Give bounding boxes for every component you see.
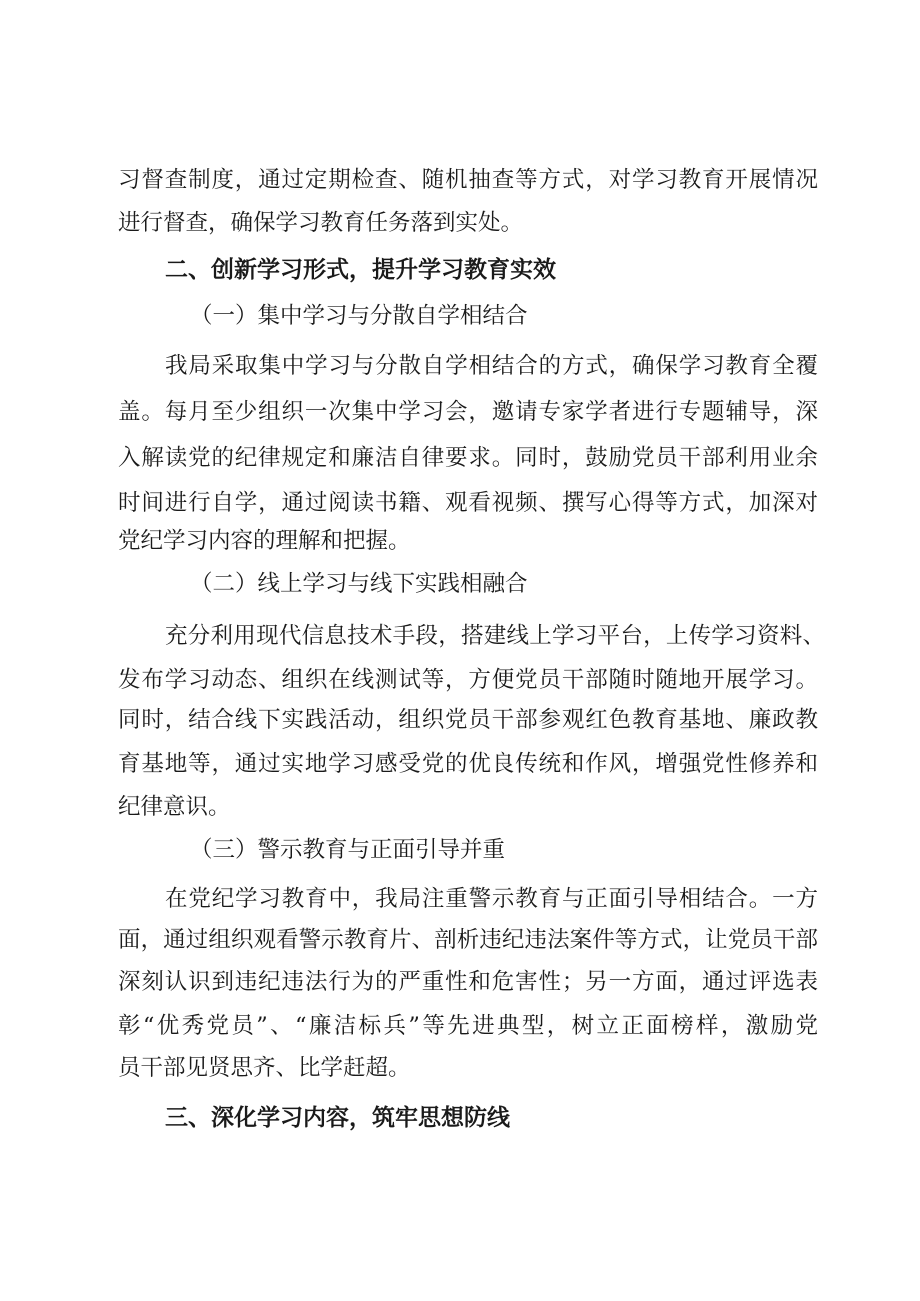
paragraph-line: 在党纪学习教育中，我局注重警示教育与正面引导相结合。一方 [165, 886, 818, 912]
paragraph-line: 党纪学习内容的理解和把握。 [118, 528, 411, 554]
paragraph-line: 彰“优秀党员”、“廉洁标兵”等先进典型，树立正面榜样，激励党 [118, 1013, 818, 1039]
paragraph-line: 时间进行自学，通过阅读书籍、观看视频、撰写心得等方式，加深对 [118, 490, 818, 516]
paragraph-line: 充分利用现代信息技术手段，搭建线上学习平台，上传学习资料、 [165, 623, 825, 649]
paragraph-line: 习督查制度，通过定期检查、随机抽查等方式，对学习教育开展情况 [118, 167, 818, 193]
paragraph-line: 我局采取集中学习与分散自学相结合的方式，确保学习教育全覆 [165, 353, 818, 379]
paragraph-line: 深刻认识到违纪违法行为的严重性和危害性；另一方面，通过评选表 [118, 969, 818, 995]
subsection-heading-2: （二）线上学习与线下实践相融合 [190, 571, 528, 597]
paragraph-line: 员干部见贤思齐、比学赶超。 [118, 1055, 411, 1081]
subsection-heading-1: （一）集中学习与分散自学相结合 [190, 303, 528, 329]
paragraph-line: 入解读党的纪律规定和廉洁自律要求。同时，鼓励党员干部利用业余 [118, 445, 818, 471]
paragraph-line: 进行督查，确保学习教育任务落到实处。 [118, 210, 524, 236]
paragraph-line: 面，通过组织观看警示教育片、剖析违纪违法案件等方式，让党员干部 [118, 927, 818, 953]
paragraph-line: 发布学习动态、组织在线测试等，方便党员干部随时随地开展学习。 [118, 667, 818, 693]
paragraph-line: 同时，结合线下实践活动，组织党员干部参观红色教育基地、廉政教 [118, 707, 818, 733]
section-heading-2: 二、创新学习形式，提升学习教育实效 [165, 257, 556, 283]
paragraph-line: 育基地等，通过实地学习感受党的优良传统和作风，增强党性修养和 [118, 751, 818, 777]
section-heading-3: 三、深化学习内容，筑牢思想防线 [165, 1105, 510, 1131]
paragraph-line: 纪律意识。 [118, 794, 231, 820]
paragraph-line: 盖。每月至少组织一次集中学习会，邀请专家学者进行专题辅导，深 [118, 399, 818, 425]
subsection-heading-3: （三）警示教育与正面引导并重 [190, 837, 506, 863]
